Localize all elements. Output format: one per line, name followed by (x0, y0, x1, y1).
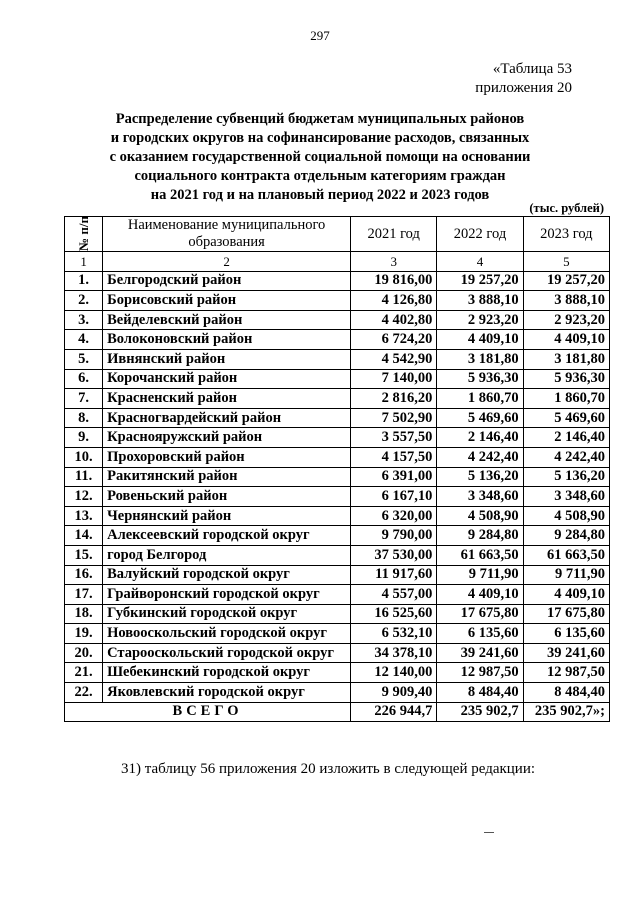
value-2022: 5 936,30 (437, 369, 523, 389)
column-index: 1 (65, 252, 103, 272)
municipality-name: Белгородский район (103, 271, 351, 291)
value-2022: 5 136,20 (437, 467, 523, 487)
table-row (65, 545, 610, 565)
title-line: и городских округов на софинансирование расходов, связанных (110, 130, 530, 146)
table-row (65, 683, 610, 703)
value-2022: 5 469,60 (437, 408, 523, 428)
units-label: (тыс. рублей) (529, 201, 604, 215)
value-2023: 12 987,50 (523, 663, 609, 683)
table-row (65, 349, 610, 369)
value-2023: 19 257,20 (523, 271, 609, 291)
table-row (65, 604, 610, 624)
value-2023: 2 146,40 (523, 428, 609, 448)
value-2023: 5 469,60 (523, 408, 609, 428)
row-number: 8. (65, 408, 103, 428)
municipality-name: Новооскольский городской округ (103, 624, 351, 644)
row-number: 12. (65, 487, 103, 507)
table-row (65, 428, 610, 448)
value-2022: 3 181,80 (437, 349, 523, 369)
value-2023: 8 484,40 (523, 683, 609, 703)
column-index: 3 (351, 252, 437, 272)
value-2022: 3 348,60 (437, 487, 523, 507)
municipality-name: Красногвардейский район (103, 408, 351, 428)
table-row (65, 526, 610, 546)
value-2023: 4 242,40 (523, 447, 609, 467)
row-number: 9. (65, 428, 103, 448)
value-2022: 9 711,90 (437, 565, 523, 585)
row-number: 20. (65, 643, 103, 663)
page-number: 297 (310, 28, 330, 43)
value-2023: 3 888,10 (523, 291, 609, 311)
value-2023: 5 936,30 (523, 369, 609, 389)
row-number: 7. (65, 389, 103, 409)
table-reference (475, 60, 572, 98)
municipality-name: Красненский район (103, 389, 351, 409)
header-number-label: № п/п (76, 216, 92, 251)
value-2022: 4 508,90 (437, 506, 523, 526)
header-2022: 2022 год (437, 217, 523, 252)
value-2022: 8 484,40 (437, 683, 523, 703)
header-name: Наименование муниципального образования (103, 217, 351, 252)
table-row (65, 663, 610, 683)
table-ref-line-1: «Таблица 53 (492, 61, 572, 77)
table-row (65, 565, 610, 585)
municipality-name: Краснояружский район (103, 428, 351, 448)
value-2022: 6 135,60 (437, 624, 523, 644)
scan-mark (484, 832, 494, 833)
municipality-name: Валуйский городской округ (103, 565, 351, 585)
header-number (65, 217, 103, 252)
row-number: 11. (65, 467, 103, 487)
table-row (65, 487, 610, 507)
value-2021: 6 724,20 (351, 330, 437, 350)
value-2021: 7 502,90 (351, 408, 437, 428)
total-2021: 226 944,7 (351, 702, 437, 722)
value-2022: 17 675,80 (437, 604, 523, 624)
row-number: 5. (65, 349, 103, 369)
value-2021: 12 140,00 (351, 663, 437, 683)
value-2021: 2 816,20 (351, 389, 437, 409)
municipality-name: Ивнянский район (103, 349, 351, 369)
value-2022: 2 923,20 (437, 310, 523, 330)
value-2021: 4 402,80 (351, 310, 437, 330)
value-2022: 3 888,10 (437, 291, 523, 311)
value-2022: 12 987,50 (437, 663, 523, 683)
value-2021: 3 557,50 (351, 428, 437, 448)
value-2023: 5 136,20 (523, 467, 609, 487)
municipality-name: Ракитянский район (103, 467, 351, 487)
value-2023: 39 241,60 (523, 643, 609, 663)
column-index: 4 (437, 252, 523, 272)
value-2022: 9 284,80 (437, 526, 523, 546)
row-number: 16. (65, 565, 103, 585)
municipality-name: город Белгород (103, 545, 351, 565)
value-2021: 6 167,10 (351, 487, 437, 507)
value-2021: 6 320,00 (351, 506, 437, 526)
total-label: ВСЕГО (65, 702, 351, 722)
value-2023: 6 135,60 (523, 624, 609, 644)
row-number: 19. (65, 624, 103, 644)
value-2021: 9 909,40 (351, 683, 437, 703)
municipality-name: Старооскольский городской округ (103, 643, 351, 663)
value-2021: 19 816,00 (351, 271, 437, 291)
row-number: 10. (65, 447, 103, 467)
total-row (65, 702, 610, 722)
municipality-name: Губкинский городской округ (103, 604, 351, 624)
row-number: 1. (65, 271, 103, 291)
value-2021: 7 140,00 (351, 369, 437, 389)
value-2023: 4 508,90 (523, 506, 609, 526)
municipality-name: Корочанский район (103, 369, 351, 389)
value-2022: 39 241,60 (437, 643, 523, 663)
row-number: 17. (65, 585, 103, 605)
table-row (65, 643, 610, 663)
value-2023: 9 284,80 (523, 526, 609, 546)
row-number: 18. (65, 604, 103, 624)
table-row (65, 291, 610, 311)
table-row (65, 585, 610, 605)
value-2021: 4 126,80 (351, 291, 437, 311)
table-row (65, 624, 610, 644)
title-line: Распределение субвенций бюджетам муниципальных районов (115, 111, 525, 127)
value-2023: 3 348,60 (523, 487, 609, 507)
table-row (65, 467, 610, 487)
total-2023: 235 902,7»; (523, 702, 609, 722)
row-number: 4. (65, 330, 103, 350)
value-2021: 37 530,00 (351, 545, 437, 565)
row-number: 22. (65, 683, 103, 703)
row-number: 3. (65, 310, 103, 330)
title-line: социального контракта отдельным категориям граждан (134, 168, 506, 184)
value-2023: 4 409,10 (523, 585, 609, 605)
row-number: 14. (65, 526, 103, 546)
table-row (65, 408, 610, 428)
value-2022: 61 663,50 (437, 545, 523, 565)
value-2022: 1 860,70 (437, 389, 523, 409)
value-2021: 4 557,00 (351, 585, 437, 605)
municipality-name: Волоконовский район (103, 330, 351, 350)
municipality-name: Чернянский район (103, 506, 351, 526)
value-2021: 16 525,60 (351, 604, 437, 624)
title-line: с оказанием государственной социальной помощи на основании (109, 149, 531, 165)
row-number: 2. (65, 291, 103, 311)
header-2023: 2023 год (523, 217, 609, 252)
header-row (65, 217, 610, 252)
column-index: 5 (523, 252, 609, 272)
table-body (65, 271, 610, 702)
value-2023: 3 181,80 (523, 349, 609, 369)
value-2021: 34 378,10 (351, 643, 437, 663)
row-number: 21. (65, 663, 103, 683)
header-2021: 2021 год (351, 217, 437, 252)
column-index-row (65, 252, 610, 272)
row-number: 15. (65, 545, 103, 565)
table-row (65, 271, 610, 291)
value-2023: 17 675,80 (523, 604, 609, 624)
municipality-name: Грайворонский городской округ (103, 585, 351, 605)
value-2021: 9 790,00 (351, 526, 437, 546)
value-2022: 19 257,20 (437, 271, 523, 291)
amendment-paragraph: 31) таблицу 56 приложения 20 изложить в следующей редакции: (121, 761, 536, 777)
municipality-name: Шебекинский городской округ (103, 663, 351, 683)
municipality-name: Борисовский район (103, 291, 351, 311)
table-row (65, 330, 610, 350)
value-2021: 11 917,60 (351, 565, 437, 585)
value-2022: 4 409,10 (437, 585, 523, 605)
value-2023: 61 663,50 (523, 545, 609, 565)
value-2021: 4 542,90 (351, 349, 437, 369)
row-number: 13. (65, 506, 103, 526)
value-2021: 4 157,50 (351, 447, 437, 467)
value-2022: 4 242,40 (437, 447, 523, 467)
value-2023: 2 923,20 (523, 310, 609, 330)
document-title (80, 110, 560, 205)
table-row (65, 447, 610, 467)
municipality-name: Вейделевский район (103, 310, 351, 330)
value-2021: 6 391,00 (351, 467, 437, 487)
title-line: на 2021 год и на плановый период 2022 и 2023 годов (150, 187, 490, 203)
value-2023: 1 860,70 (523, 389, 609, 409)
value-2023: 4 409,10 (523, 330, 609, 350)
subvention-table (64, 216, 610, 722)
municipality-name: Прохоровский район (103, 447, 351, 467)
municipality-name: Яковлевский городской округ (103, 683, 351, 703)
row-number: 6. (65, 369, 103, 389)
table-ref-line-2: приложения 20 (475, 80, 572, 96)
value-2022: 4 409,10 (437, 330, 523, 350)
table-row (65, 389, 610, 409)
municipality-name: Алексеевский городской округ (103, 526, 351, 546)
table-row (65, 506, 610, 526)
value-2023: 9 711,90 (523, 565, 609, 585)
table-row (65, 369, 610, 389)
total-2022: 235 902,7 (437, 702, 523, 722)
municipality-name: Ровеньский район (103, 487, 351, 507)
value-2021: 6 532,10 (351, 624, 437, 644)
table-row (65, 310, 610, 330)
value-2022: 2 146,40 (437, 428, 523, 448)
column-index: 2 (103, 252, 351, 272)
